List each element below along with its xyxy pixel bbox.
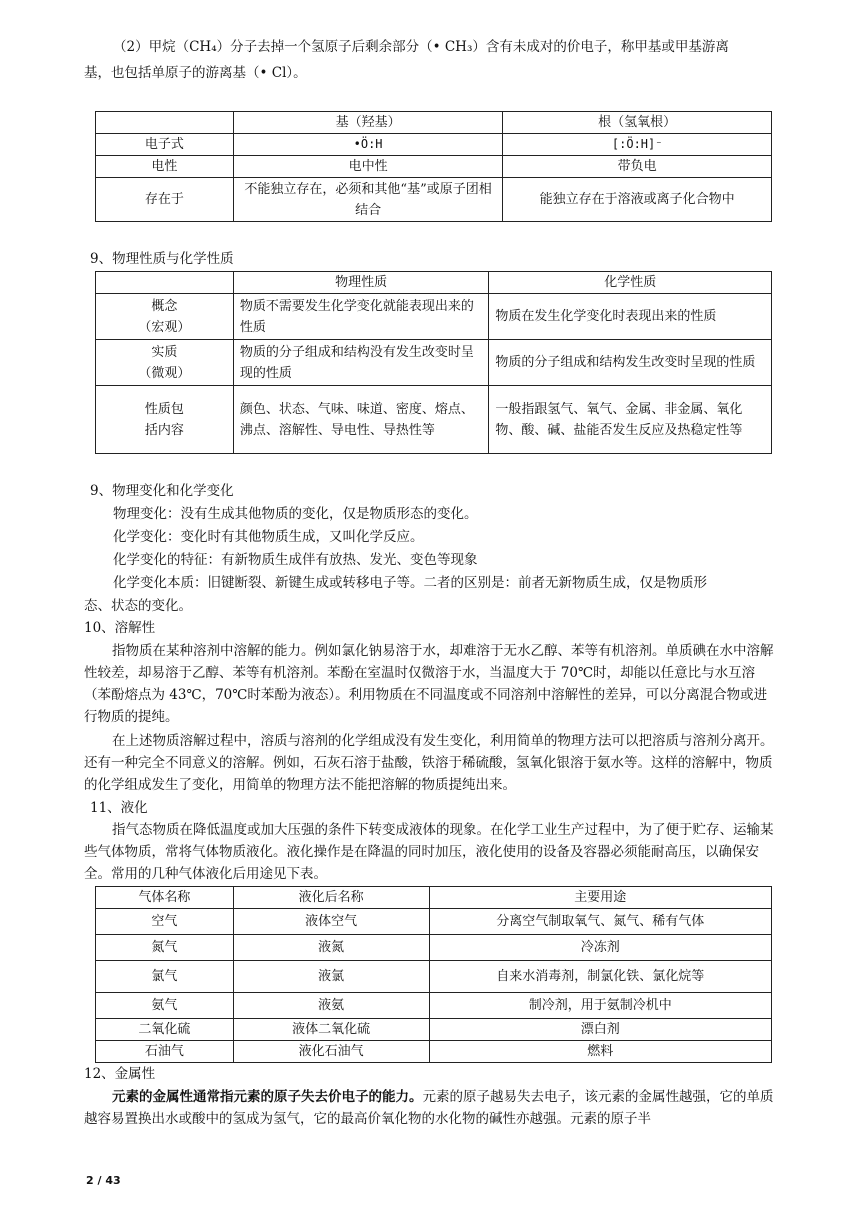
table-row (96, 1041, 772, 1063)
table-header-row (96, 272, 772, 294)
table-row (96, 961, 772, 993)
table-row (96, 993, 772, 1019)
physical-change-line: 物理变化：没有生成其他物质的变化，仅是物质形态的变化。 (113, 506, 478, 522)
solubility-paragraph-1: 指物质在某种溶剂中溶解的能力。例如氯化钠易溶于水，却难溶于无水乙醇、苯等有机溶剂。单质碘在水中溶解性较差，却易溶于乙醇、苯等有机溶剂。苯酚在室温时仅微溶于水，当温度大于 70℃时，却能以任意比与水互溶（苯酚熔点为 43℃，70℃时苯酚为液态）。利用物质在不同温度或不同溶剂中溶解性的差异，可以分离混合物或进行物质的提纯。 (84, 643, 774, 725)
table-header-cell: 基（羟基） (233, 112, 503, 134)
table-cell: 液体空气 (233, 909, 429, 935)
table-cell: 存在于 (96, 178, 234, 222)
table-cell: 电中性 (233, 156, 503, 178)
table-row (96, 156, 772, 178)
chemical-essence-line: 化学变化本质：旧键断裂、新键生成或转移电子等。二者的区别是：前者无新物质生成，仅是物质形 (113, 575, 707, 591)
table-row (96, 294, 772, 340)
table-cell: 氯气 (96, 961, 234, 993)
table-row (96, 1019, 772, 1041)
table-header-cell (96, 112, 234, 134)
liquefaction-paragraph: 指气态物质在降低温度或加大压强的条件下转变成液体的现象。在化学工业生产过程中，为了便于贮存、运输某些气体物质，常将气体物质液化。液化操作是在降温的同时加压，液化使用的设备及容器必须能耐高压，以确保安全。常用的几种气体液化后用途见下表。 (84, 822, 774, 882)
table-header-cell: 主要用途 (429, 887, 772, 909)
table-cell: 漂白剂 (429, 1019, 772, 1041)
table-cell: 冷冻剂 (429, 935, 772, 961)
table-header-cell: 化学性质 (489, 272, 772, 294)
table-header-row (96, 887, 772, 909)
section-12-title: 12、金属性 (84, 1066, 156, 1082)
metallicity-paragraph (84, 1086, 774, 1130)
table-header-row (96, 112, 772, 134)
table-row (96, 909, 772, 935)
table-cell: 物质在发生化学变化时表现出来的性质 (489, 294, 772, 340)
section-9b-title: 9、物理变化和化学变化 (90, 483, 234, 499)
table-cell: 液氨 (233, 993, 429, 1019)
table-row (96, 134, 772, 156)
table-row (96, 386, 772, 454)
table-row (96, 340, 772, 386)
table-cell: 液化石油气 (233, 1041, 429, 1063)
liquefied-gas-table (95, 886, 772, 1063)
chemical-essence-line-2: 态、状态的变化。 (84, 598, 192, 614)
table-cell: 氮气 (96, 935, 234, 961)
table-cell: 二氧化硫 (96, 1019, 234, 1041)
table-cell: 液氯 (233, 961, 429, 993)
properties-table (95, 271, 772, 454)
section-10-title: 10、溶解性 (84, 620, 156, 636)
table-cell: 能独立存在于溶液或离子化合物中 (503, 178, 772, 222)
table-cell: 电子式 (96, 134, 234, 156)
table-cell: 物质不需要发生化学变化就能表现出来的性质 (233, 294, 489, 340)
table-cell: 空气 (96, 909, 234, 935)
table-header-cell: 根（氢氧根） (503, 112, 772, 134)
table-cell: 液体二氧化硫 (233, 1019, 429, 1041)
table-cell: 燃料 (429, 1041, 772, 1063)
page-number: 2 / 43 (86, 1174, 121, 1187)
table-cell: 物质的分子组成和结构没有发生改变时呈现的性质 (233, 340, 489, 386)
chemical-feature-line: 化学变化的特征：有新物质生成伴有放热、发光、变色等现象 (113, 552, 478, 568)
table-cell: 物质的分子组成和结构发生改变时呈现的性质 (489, 340, 772, 386)
table-row (96, 935, 772, 961)
table-cell: 分离空气制取氧气、氮气、稀有气体 (429, 909, 772, 935)
intro-line-2: 基，也包括单原子的游离基（• Cl）。 (84, 65, 307, 81)
section-11-title: 11、液化 (90, 800, 148, 816)
metallicity-text: 元素的原子越易失去电子，该元素的金属性越强，它的单质越容易置换出水或酸中的氢成为氢气，它的最高价氧化物的水化物的碱性亦越强。元素的原子半 (84, 1089, 774, 1127)
table-cell: 性质包 括内容 (96, 386, 234, 454)
table-cell: 氨气 (96, 993, 234, 1019)
table-header-cell (96, 272, 234, 294)
table-row (96, 178, 772, 222)
chemical-change-line: 化学变化：变化时有其他物质生成，又叫化学反应。 (113, 529, 424, 545)
section-9a-title: 9、物理性质与化学性质 (90, 251, 234, 267)
metallicity-definition: 元素的金属性通常指元素的原子失去价电子的能力。 (112, 1089, 423, 1105)
table-cell: 颜色、状态、气味、味道、密度、熔点、沸点、溶解性、导电性、导热性等 (233, 386, 489, 454)
table-cell: 石油气 (96, 1041, 234, 1063)
radical-vs-ion-table (95, 111, 772, 222)
table-cell: 实质 （微观） (96, 340, 234, 386)
table-cell: 概念 （宏观） (96, 294, 234, 340)
hydroxyl-lewis-formula: •Ö:H (233, 134, 503, 156)
table-cell: 制冷剂，用于氨制冷机中 (429, 993, 772, 1019)
table-header-cell: 物理性质 (233, 272, 489, 294)
hydroxide-lewis-formula: [:Ö:H]⁻ (503, 134, 772, 156)
table-cell: 带负电 (503, 156, 772, 178)
table-cell: 液氮 (233, 935, 429, 961)
table-cell: 一般指跟氢气、氧气、金属、非金属、氧化物、酸、碱、盐能否发生反应及热稳定性等 (489, 386, 772, 454)
table-cell: 不能独立存在，必须和其他“基”或原子团相结合 (233, 178, 503, 222)
solubility-paragraph-2: 在上述物质溶解过程中，溶质与溶剂的化学组成没有发生变化，利用简单的物理方法可以把溶质与溶剂分离开。还有一种完全不同意义的溶解。例如，石灰石溶于盐酸，铁溶于稀硫酸，氢氧化银溶于氨水等。这样的溶解中，物质的化学组成发生了变化，用简单的物理方法不能把溶解的物质提纯出来。 (84, 733, 774, 793)
table-cell: 电性 (96, 156, 234, 178)
table-header-cell: 液化后名称 (233, 887, 429, 909)
table-cell: 自来水消毒剂，制氯化铁、氯化烷等 (429, 961, 772, 993)
table-header-cell: 气体名称 (96, 887, 234, 909)
intro-line-1: （2）甲烷（CH₄）分子去掉一个氢原子后剩余部分（• CH₃）含有未成对的价电子，称甲基或甲基游离 (113, 39, 729, 55)
